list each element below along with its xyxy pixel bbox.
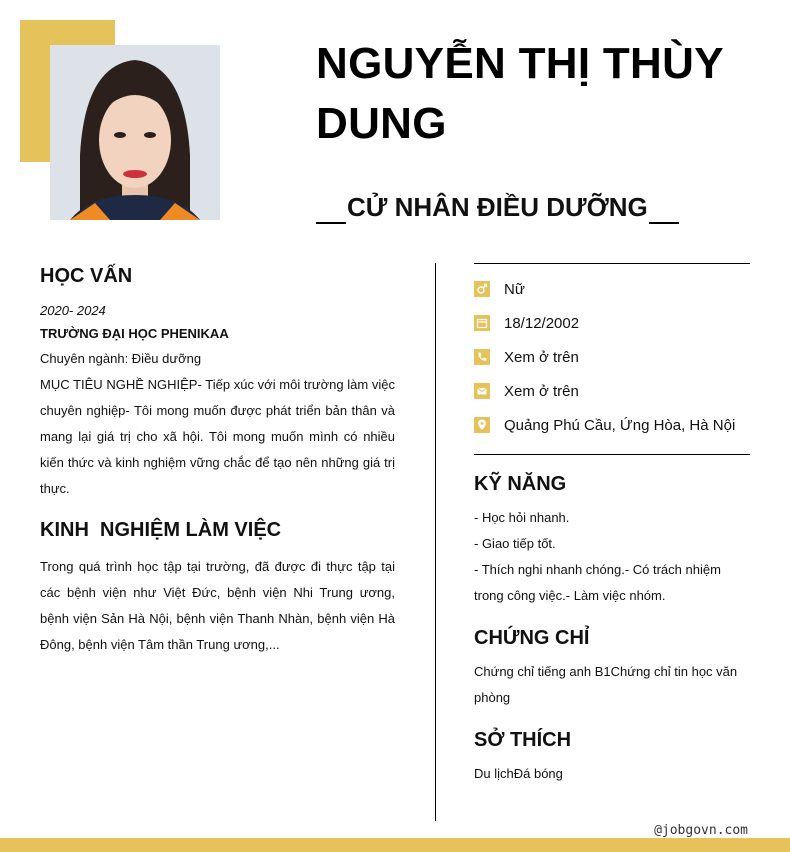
divider-contact: [474, 454, 750, 455]
experience-section: [40, 516, 395, 658]
job-title: [316, 190, 679, 224]
hobbies-heading: SỞ THÍCH: [474, 729, 572, 751]
phone-value: Xem ở trên: [504, 348, 579, 366]
location-icon: [474, 417, 490, 433]
skill-item: - Thích nghi nhanh chóng.- Có trách nhiệm trong công việc.- Làm việc nhóm.: [474, 562, 721, 603]
email-value: Xem ở trên: [504, 382, 579, 400]
certificates-section: [474, 623, 750, 711]
email-icon: [474, 383, 490, 399]
phone-icon: [474, 349, 490, 365]
experience-text: Trong quá trình học tập tại trường, đã được đi thực tập tại các bệnh viện như Việt Đức, bệnh viện Nhi Trung ương, bệnh viện Sản Hà Nội, bệnh viện Thanh Nhàn, bệnh viện Hà Đông, bệnh viện Tâm thần Trung ương,...: [40, 559, 395, 652]
contact-birthday: [474, 306, 750, 340]
skill-item: - Học hỏi nhanh.: [474, 510, 570, 525]
profile-photo: [50, 45, 220, 220]
career-objective: MỤC TIÊU NGHỀ NGHIỆP- Tiếp xúc với môi trường làm việc chuyên nghiệp- Tôi mong muốn được phát triển bản thân và mang lại giá trị cho xã hội. Tôi mong muốn mình có nhiều kiến thức và kinh nghiệm vững chắc để tạo nên những giá trị thực.: [40, 377, 395, 496]
column-divider: [435, 263, 436, 821]
contact-address: [474, 408, 750, 442]
education-heading: HỌC VẤN: [40, 265, 133, 287]
skill-item: - Giao tiếp tốt.: [474, 536, 556, 551]
left-column: [40, 262, 395, 658]
skills-section: [474, 469, 750, 609]
title-underline-left: [316, 194, 346, 224]
gender-value: Nữ: [504, 280, 525, 298]
birthday-value: 18/12/2002: [504, 314, 580, 332]
skills-heading: KỸ NĂNG: [474, 473, 567, 495]
certificates-text: Chứng chỉ tiếng anh B1Chứng chỉ tin học văn phòng: [474, 664, 738, 705]
education-section: [40, 262, 395, 502]
watermark: @jobgovn.com: [654, 823, 748, 838]
contact-list: [474, 264, 750, 454]
certificates-heading: CHỨNG CHỈ: [474, 627, 590, 649]
candidate-name: NGUYỄN THỊ THÙY DUNG: [316, 39, 724, 148]
contact-email: [474, 374, 750, 408]
hobbies-text: Du lịchĐá bóng: [474, 766, 563, 781]
footer-bar: [0, 838, 790, 852]
education-years: 2020- 2024: [40, 303, 106, 318]
calendar-icon: [474, 315, 490, 331]
education-major: Chuyên ngành: Điều dưỡng: [40, 351, 202, 366]
education-school: TRƯỜNG ĐẠI HỌC PHENIKAA: [40, 326, 229, 341]
gender-icon: [474, 281, 490, 297]
contact-gender: [474, 272, 750, 306]
address-value: Quảng Phú Cầu, Ứng Hòa, Hà Nội: [504, 416, 736, 434]
title-underline-right: [649, 194, 679, 224]
right-column: [474, 263, 750, 787]
hobbies-section: [474, 725, 750, 787]
job-title-text: CỬ NHÂN ĐIỀU DƯỠNG: [347, 192, 648, 222]
contact-phone: [474, 340, 750, 374]
experience-heading: KINH NGHIỆM LÀM VIỆC: [40, 519, 282, 541]
